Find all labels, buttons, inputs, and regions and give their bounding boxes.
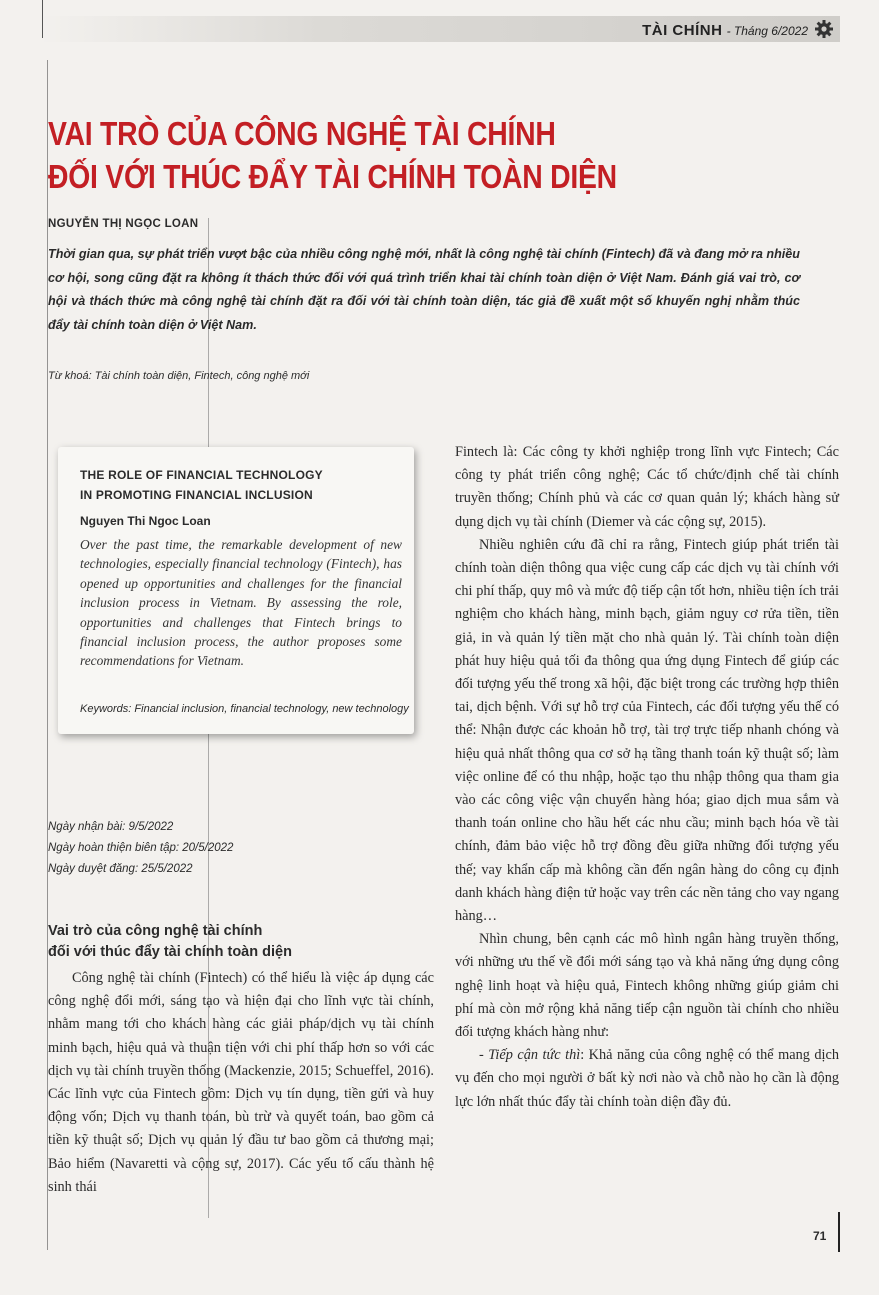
article-title (48, 112, 702, 198)
date-received: Ngày nhận bài: 9/5/2022 (48, 821, 174, 833)
paragraph-lead: - Tiếp cận tức thì (479, 1047, 581, 1064)
paragraph: Nhìn chung, bên cạnh các mô hình ngân hàng truyền thống, với những ưu thế về đổi mới sáng tạo và khả năng ứng dụng công nghệ linh hoạt và hiệu quả, Fintech không những giúp giảm chi phí mà còn mở rộng khả năng tiếp cận nguồn tài chính cho nhiều đối tượng khách hàng như: (455, 931, 839, 1041)
date-accepted: Ngày duyệt đăng: 25/5/2022 (48, 863, 193, 875)
paragraph-rest: : Khả năng của công nghệ có thể mang dịch vụ đến cho mọi người ở bất kỳ nơi nào và chỗ nào họ cần là động lực lớn nhất thúc đẩy tài chính toàn diện đầy đủ. (455, 1047, 839, 1110)
english-summary-box (58, 447, 414, 734)
margin-line-top (42, 0, 43, 38)
english-title-line-1: THE ROLE OF FINANCIAL TECHNOLOGY (80, 468, 323, 482)
paragraph (455, 1044, 839, 1114)
paragraph: Công nghệ tài chính (Fintech) có thể hiểu là việc áp dụng các công nghệ đổi mới, sáng tạo và hiện đại cho lĩnh vực tài chính, nhằm mang tới cho khách hàng các giải pháp/dịch vụ tài chính minh bạch, hiệu quả và thuận tiện với chi phí thấp hơn so với các dịch vụ tài chính truyền thống (Mackenzie, 2015; Schueffel, 2016). Các lĩnh vực của Fintech gồm: Dịch vụ tín dụng, tiền gửi và huy động vốn; Dịch vụ thanh toán, bù trừ và quyết toán, bao gồm cả tiền kỹ thuật số; Dịch vụ quản lý đầu tư bao gồm cả thương mại; Bảo hiểm (Navaretti và cộng sự, 2017). Các yếu tố cấu thành hệ sinh thái (48, 970, 434, 1195)
paragraph: Fintech là: Các công ty khởi nghiệp trong lĩnh vực Fintech; Các công ty phát triển công nghệ; Các tổ chức/định chế tài chính truyền thống; Chính phủ và các cơ quan quản lý; khách hàng sử dụng dịch vụ tài chính (Diemer và các cộng sự, 2015). (455, 444, 839, 530)
article-author: NGUYỄN THỊ NGỌC LOAN (48, 218, 199, 230)
section-heading (48, 921, 292, 963)
paragraph: Nhiều nghiên cứu đã chỉ ra rằng, Fintech giúp phát triển tài chính toàn diện thông qua việc cung cấp các dịch vụ tài chính với chi phí thấp, quy mô và mức độ tiếp cận tốt hơn, nhiều tiện ích trải nghiệm cho khách hàng, minh bạch, giảm nguy cơ rửa tiền, tiền giả, in và quản lý tiền mặt cho nhà quản lý. Tài chính toàn diện phát huy hiệu quả tối đa thông qua ứng dụng Fintech để giúp các đối tượng yếu thế trong xã hội, đặc biệt trong các trường hợp thiên tai, dịch bệnh. Với sự hỗ trợ của Fintech, các đối tượng yếu thế có thể: Nhận được các khoản hỗ trợ, tài trợ trực tiếp nhanh chóng và hiệu quả nhất thông qua cơ sở hạ tầng thanh toán kỹ thuật số; làm việc online để có thu nhập, hoặc tạo thu nhập thông qua tham gia vào các công việc vận chuyển hàng hóa; giao dịch mua sắm và thanh toán online cho hầu hết các nhu cầu; minh bạch hóa về tài chính, đảm bảo việc hỗ trợ đồng đều giữa những đối tượng yếu thế; vay khẩn cấp mà không cần đến ngân hàng do công cụ định danh khách hàng điện tử hoặc vay trên các nền tảng cho vay ngang hàng… (455, 536, 839, 925)
running-header (40, 16, 840, 42)
title-line-2: ĐỐI VỚI THÚC ĐẨY TÀI CHÍNH TOÀN DIỆN (48, 158, 617, 195)
english-abstract: Over the past time, the remarkable development of new technologies, especially financial technology (Fintech), has opened up opportunities and challenges for the financial inclusion process in Vietnam. By assessing the role, opportunities and challenges that Fintech brings to financial inclusion process, the author proposes some recommendations for Vietnam. (80, 537, 402, 669)
english-keywords: Keywords: Financial inclusion, financial technology, new technology (80, 703, 409, 715)
section-heading-line-1: Vai trò của công nghệ tài chính (48, 923, 263, 939)
title-line-1: VAI TRÒ CỦA CÔNG NGHỆ TÀI CHÍNH (48, 115, 556, 152)
header-date: - Tháng 6/2022 (726, 24, 808, 38)
page-edge-line (838, 1212, 840, 1252)
section-heading-line-2: đối với thúc đẩy tài chính toàn diện (48, 944, 292, 960)
body-right-column (455, 441, 839, 1114)
english-title (80, 465, 323, 505)
article-dates (48, 817, 233, 880)
gear-icon (814, 19, 834, 39)
page-number: 71 (813, 1229, 827, 1243)
date-revised: Ngày hoàn thiện biên tập: 20/5/2022 (48, 842, 234, 854)
article-abstract: Thời gian qua, sự phát triển vượt bậc của nhiều công nghệ mới, nhất là công nghệ tài chính (Fintech) đã và đang mở ra nhiều cơ hội, song cũng đặt ra không ít thách thức đối với quá trình triển khai tài chính toàn diện ở Việt Nam. Đánh giá vai trò, cơ hội và thách thức mà công nghệ tài chính đặt ra đối với tài chính toàn diện, tác giả đề xuất một số khuyến nghị nhằm thúc đẩy tài chính toàn diện ở Việt Nam. (48, 247, 800, 332)
header-section: TÀI CHÍNH (642, 22, 723, 39)
body-left-column (48, 967, 434, 1199)
article-keywords: Từ khoá: Tài chính toàn diện, Fintech, công nghệ mới (48, 370, 310, 382)
english-author: Nguyen Thi Ngoc Loan (80, 514, 211, 528)
header-text (642, 22, 808, 39)
english-title-line-2: IN PROMOTING FINANCIAL INCLUSION (80, 488, 313, 502)
